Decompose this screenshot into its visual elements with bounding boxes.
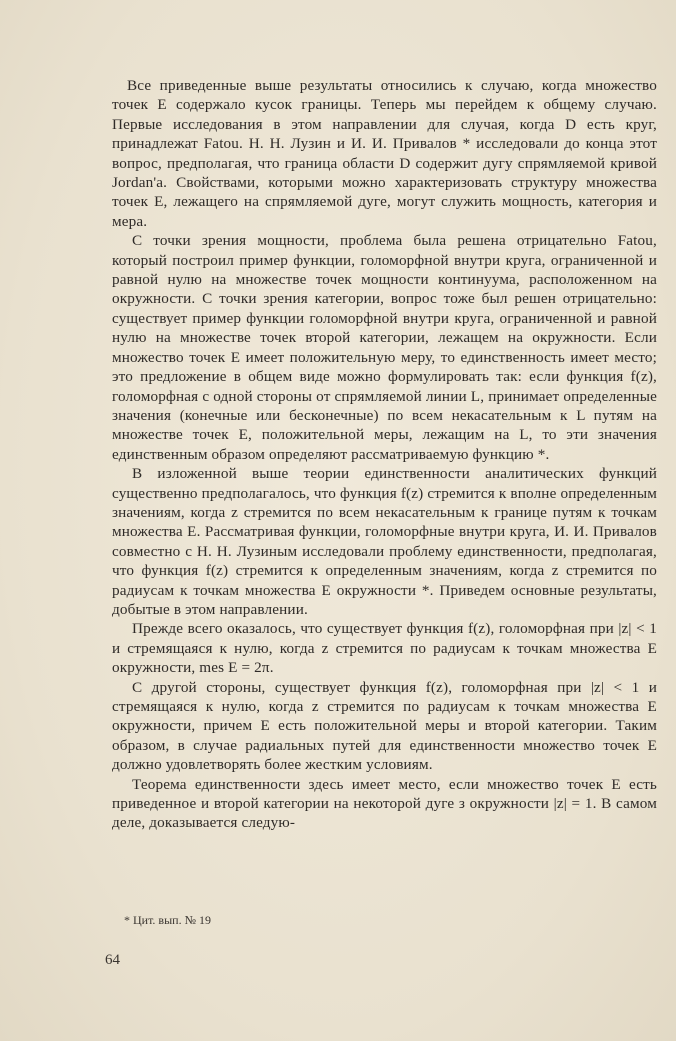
- main-text: [112, 76, 657, 833]
- paragraph-1: Все приведенные выше результаты относились к случаю, когда множество точек E содержало кусок границы. Теперь мы перейдем к общему случаю. Первые исследования в этом направлении для случая, когда D есть круг, принадлежат Fatou. Н. Н. Лузин и И. И. Привалов * исследовали до конца этот вопрос, предполагая, что граница области D содержит дугу спрямляемой кривой Jordan'а. Свойствами, которыми можно характеризовать структуру множества точек E, лежащего на спрямляемой дуге, могут служить мощность, категория и мера.: [112, 77, 657, 230]
- page-number: 64: [105, 952, 120, 968]
- paragraph-3: В изложенной выше теории единственности аналитических функций существенно предполагалось, что функция f(z) стремится к вполне определенным значениям, когда z стремится по всем некасательным к границе путям к точкам множества E. Рассматривая функции, голоморфные внутри круга, И. И. Привалов совместно с Н. Н. Лузиным исследовали проблему единственности, предполагая, что функция f(z) стремится к определенным значениям, когда z стремится по радиусам к точкам множества E окружности *. Приведем основные результаты, добытые в этом направлении.: [112, 465, 657, 618]
- paragraph-2: С точки зрения мощности, проблема была решена отрицательно Fatou, который построил пример функции, голоморфной внутри круга, ограниченной и равной нулю на множестве точек мощности континуума, расположенном на окружности. С точки зрения категории, вопрос тоже был решен отрицательно: существует пример функции голоморфной внутри круга, ограниченной и равной нулю на множестве точек второй категории, лежащем на окружности. Если множество точек E имеет положительную меру, то единственность имеет место; это предложение в общем виде можно формулировать так: если функция f(z), голоморфная с одной стороны от спрямляемой линии L, принимает определенные значения (конечные или бесконечные) по всем некасательным к L путям на множестве точек E, положительной меры, лежащим на L, то эти значения единственным образом определяют рассматриваемую функцию *.: [112, 232, 657, 463]
- paragraph-5: С другой стороны, существует функция f(z), голоморфная при |z| < 1 и стремящаяся к нулю, когда z стремится по радиусам к точкам множества E окружности, причем E есть положительной меры и второй категории. Таким образом, в случае радиальных путей для единственности множество точек E должно удовлетворять более жестким условиям.: [112, 678, 657, 774]
- paragraph-6: Теорема единственности здесь имеет место, если множество точек E есть приведенное и второй категории на некоторой дуге з окружности |z| = 1. В самом деле, доказывается следую-: [112, 775, 657, 832]
- footnote: * Цит. вып. № 19: [124, 913, 212, 927]
- paragraph-4: Прежде всего оказалось, что существует функция f(z), голоморфная при |z| < 1 и стремящаяся к нулю, когда z стремится по радиусам к точкам множества E окружности, mes E = 2π.: [112, 620, 657, 677]
